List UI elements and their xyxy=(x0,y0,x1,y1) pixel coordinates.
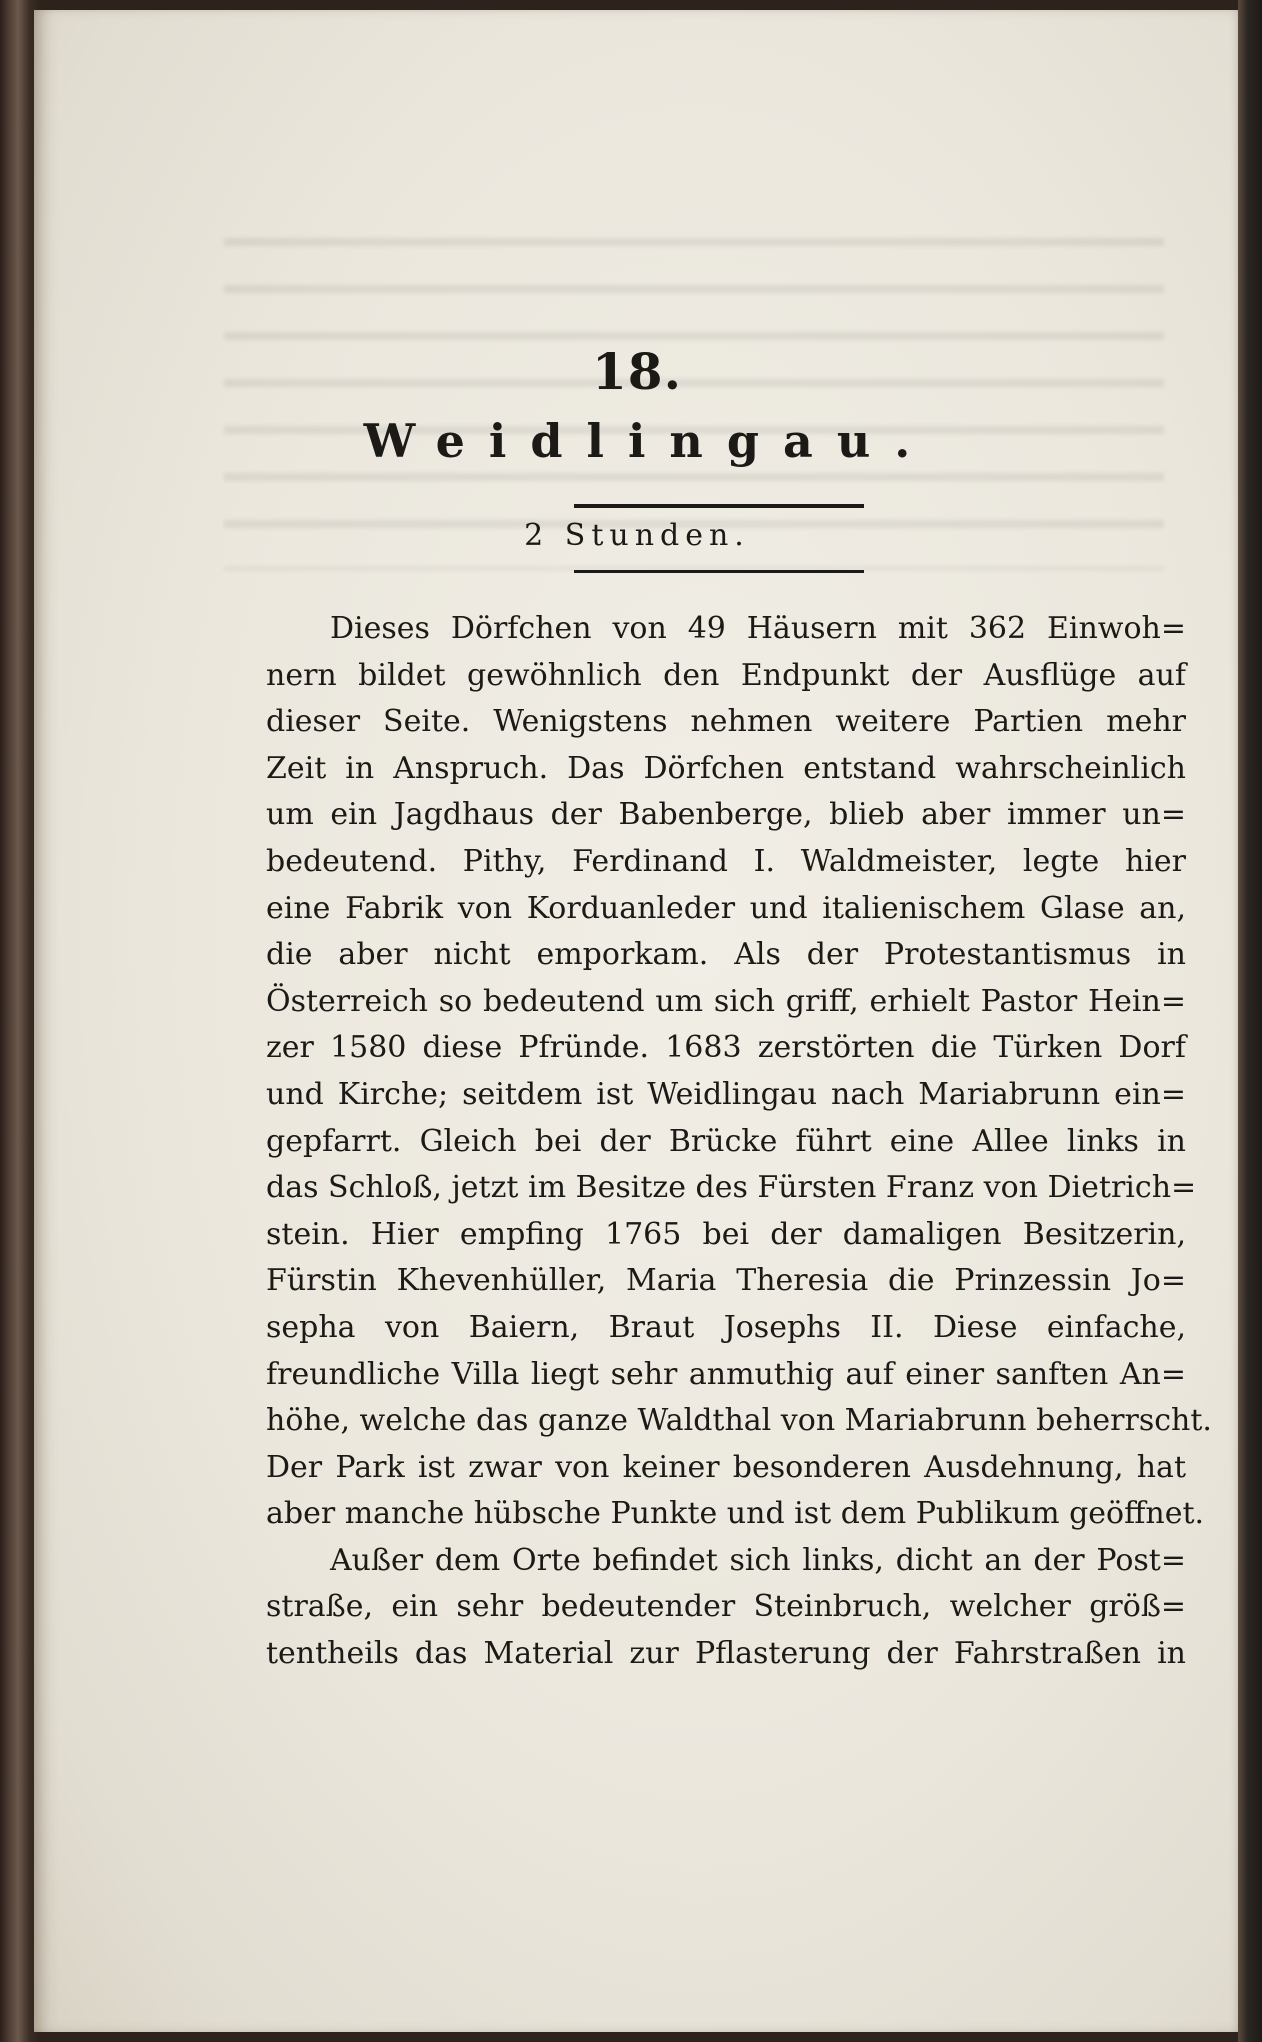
chapter-subtitle: 2 Stunden. xyxy=(524,518,750,553)
text-line: und Kirche; seitdem ist Weidlingau nach Mariabrunn ein= xyxy=(266,1076,1186,1112)
text-line: gepfarrt. Gleich bei der Brücke führt eine Allee links in xyxy=(266,1123,1186,1159)
chapter-title: Weidlingau. xyxy=(363,414,935,468)
body-text xyxy=(266,606,1212,1678)
text-line: nern bildet gewöhnlich den Endpunkt der Ausflüge auf xyxy=(266,657,1186,693)
text-line: dieser Seite. Wenigstens nehmen weitere Partien mehr xyxy=(266,704,1186,740)
text-line: Fürstin Khevenhüller, Maria Theresia die Prinzessin Jo= xyxy=(266,1263,1186,1299)
text-line: höhe, welche das ganze Waldthal von Mariabrunn beherrscht. xyxy=(266,1403,1212,1439)
text-line: Zeit in Anspruch. Das Dörfchen entstand wahrscheinlich xyxy=(266,750,1186,786)
text-line: Außer dem Orte befindet sich links, dicht an der Post= xyxy=(330,1542,1186,1578)
text-line: um ein Jagdhaus der Babenberge, blieb aber immer un= xyxy=(266,797,1186,833)
title-rule-bottom xyxy=(574,570,864,573)
text-line: freundliche Villa liegt sehr anmuthig auf einer sanften An= xyxy=(266,1356,1186,1392)
text-line: tentheils das Material zur Pflasterung der Fahrstraßen in xyxy=(266,1636,1186,1672)
text-line: zer 1580 diese Pfründe. 1683 zerstörten die Türken Dorf xyxy=(266,1030,1186,1066)
text-line: die aber nicht emporkam. Als der Protestantismus in xyxy=(266,937,1186,973)
text-line: aber manche hübsche Punkte und ist dem Publikum geöffnet. xyxy=(266,1496,1205,1532)
text-line: sepha von Baiern, Braut Josephs II. Diese einfache, xyxy=(266,1309,1186,1345)
text-line: das Schloß, jetzt im Besitze des Fürsten Franz von Dietrich= xyxy=(266,1170,1197,1206)
page-edge xyxy=(1238,0,1262,2042)
text-line: Österreich so bedeutend um sich griff, erhielt Pastor Hein= xyxy=(266,983,1186,1019)
title-rule-top xyxy=(574,504,864,508)
text-line: stein. Hier empfing 1765 bei der damaligen Besitzerin, xyxy=(266,1216,1186,1252)
text-line: Der Park ist zwar von keiner besonderen Ausdehnung, hat xyxy=(266,1449,1186,1485)
book-page xyxy=(34,10,1240,2032)
text-line: eine Fabrik von Korduanleder und italienischem Glase an, xyxy=(266,890,1186,926)
text-line: bedeutend. Pithy, Ferdinand I. Waldmeister, legte hier xyxy=(266,843,1186,879)
text-line: Dieses Dörfchen von 49 Häusern mit 362 Einwoh= xyxy=(330,611,1186,646)
chapter-number: 18. xyxy=(592,342,682,401)
text-line: straße, ein sehr bedeutender Steinbruch, welcher größ= xyxy=(266,1589,1186,1625)
